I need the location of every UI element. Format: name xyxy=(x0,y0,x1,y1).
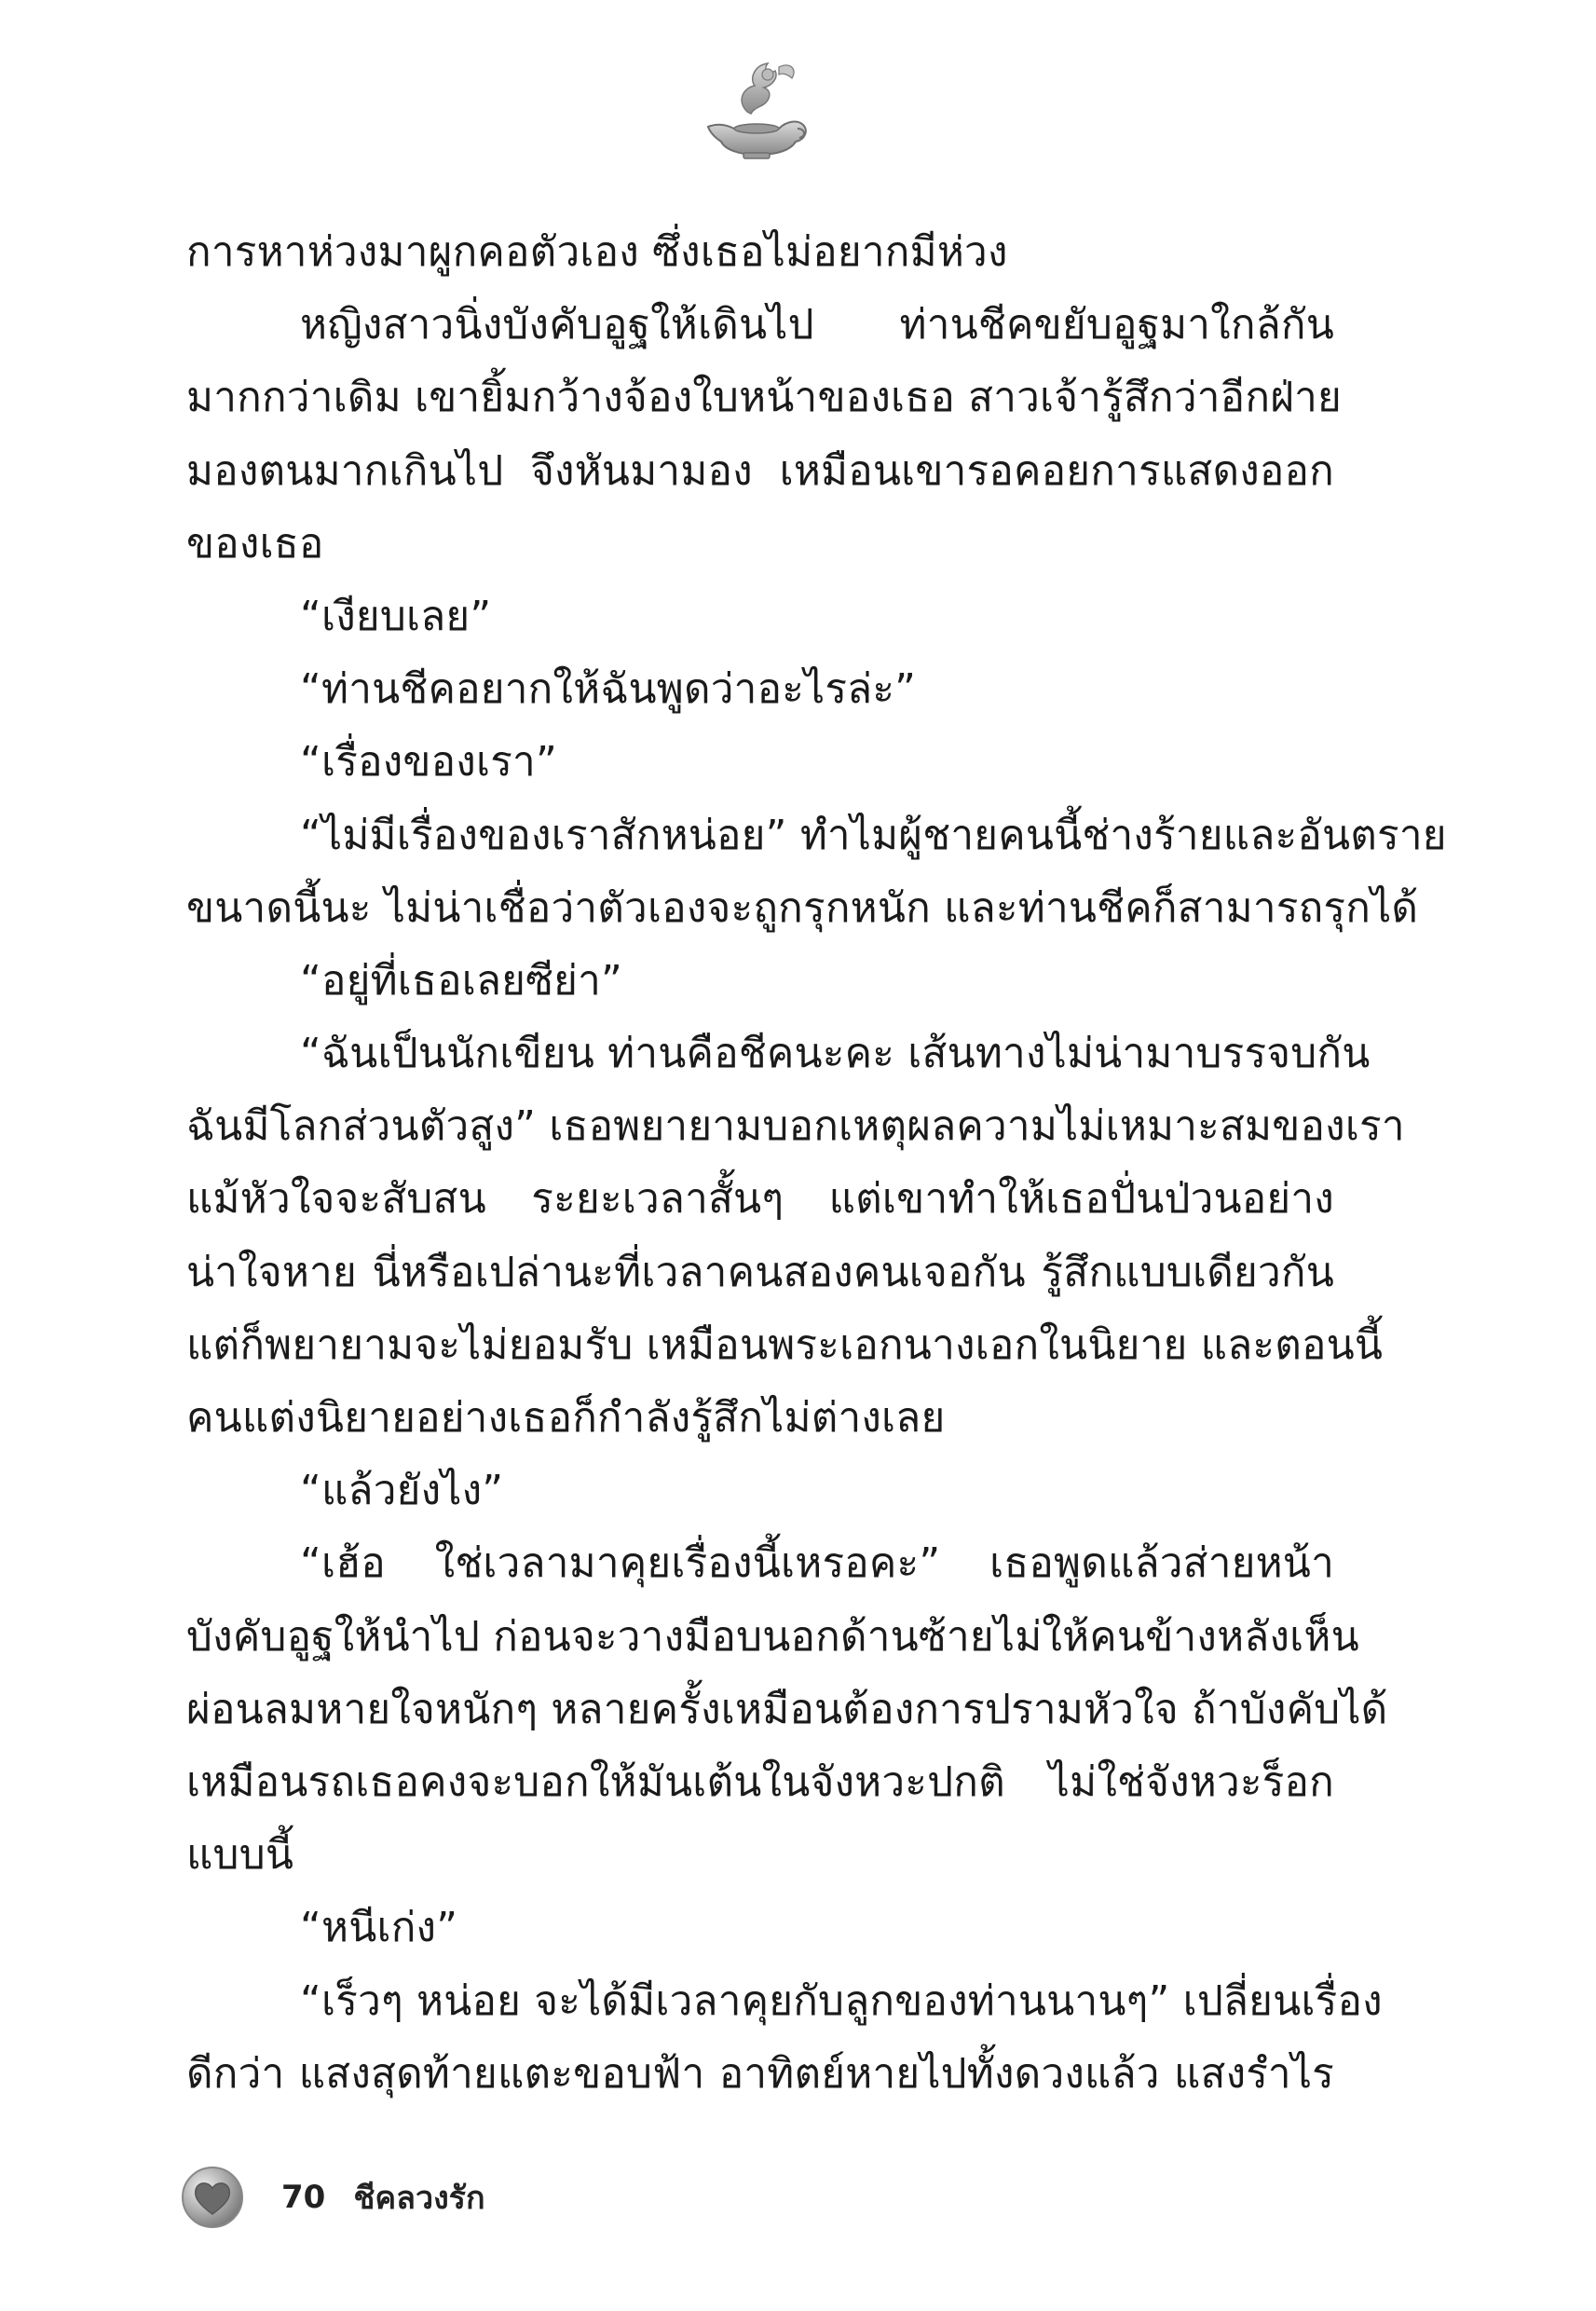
book-title: ชีคลวงรัก xyxy=(353,2180,485,2217)
text-line: “เฮ้อ ใช่เวลามาคุยเรื่องนี้เหรอคะ” เธอพูดแล้วส่ายหน้า xyxy=(300,1539,1334,1588)
text-line: ผ่อนลมหายใจหนักๆ หลายครั้งเหมือนต้องการปรามหัวใจ ถ้าบังคับได้ xyxy=(186,1685,1388,1733)
story-text xyxy=(186,216,1447,2111)
text-line: “หนีเก่ง” xyxy=(300,1904,458,1952)
text-line: “เร็วๆ หน่อย จะได้มีเวลาคุยกับลูกของท่านนานๆ” เปลี่ยนเรื่อง xyxy=(300,1976,1383,2025)
text-line: มากกว่าเดิม เขายิ้มกว้างจ้องใบหน้าของเธอ สาวเจ้ารู้สึกว่าอีกฝ่าย xyxy=(186,374,1343,422)
page-number: 70 xyxy=(281,2179,326,2216)
text-line: เหมือนรถเธอคงจะบอกให้มันเต้นในจังหวะปกติ ไม่ใช่จังหวะร็อก xyxy=(186,1757,1334,1806)
text-line: ฉันมีโลกส่วนตัวสูง” เธอพยายามบอกเหตุผลความไม่เหมาะสมของเรา xyxy=(186,1102,1405,1151)
text-line: “ฉันเป็นนักเขียน ท่านคือชีคนะคะ เส้นทางไม่น่ามาบรรจบกัน xyxy=(300,1030,1371,1078)
text-line: แบบนี้ xyxy=(186,1831,294,1880)
text-line: มองตนมากเกินไป จึงหันมามอง เหมือนเขารอคอยการแสดงออก xyxy=(186,446,1334,495)
text-line: ของเธอ xyxy=(186,519,324,567)
text-line: ขนาดนี้นะ ไม่น่าเชื่อว่าตัวเองจะถูกรุกหนัก และท่านชีคก็สามารถรุกได้ xyxy=(186,883,1419,932)
text-line: “อยู่ที่เธอเลยซีย่า” xyxy=(300,956,623,1005)
text-line: แม้หัวใจจะสับสน ระยะเวลาสั้นๆ แต่เขาทำให้เธอปั่นป่วนอย่าง xyxy=(186,1175,1334,1224)
page-footer xyxy=(179,2160,485,2235)
text-line: “ไม่มีเรื่องของเราสักหน่อย” ทำไมผู้ชายคนนี้ช่างร้ายและอันตราย xyxy=(300,811,1447,859)
heart-icon xyxy=(179,2164,246,2231)
text-line: บังคับอูฐให้นำไป ก่อนจะวางมือบนอกด้านซ้ายไม่ให้คนข้างหลังเห็น xyxy=(186,1612,1359,1661)
text-line: ดีกว่า แสงสุดท้ายแตะขอบฟ้า อาทิตย์หายไปทั้งดวงแล้ว แสงรำไร xyxy=(186,2049,1334,2098)
text-line: การหาห่วงมาผูกคอตัวเอง ซึ่งเธอไม่อยากมีห่วง xyxy=(186,228,1008,276)
text-line: “แล้วยังไง” xyxy=(300,1467,504,1515)
text-line: “เงียบเลย” xyxy=(300,592,492,640)
text-line: หญิงสาวนิ่งบังคับอูฐให้เดินไป ท่านชีคขยับอูฐมาใกล้กัน xyxy=(300,301,1334,349)
text-line: “เรื่องของเรา” xyxy=(300,738,557,786)
genie-lamp-icon xyxy=(689,54,820,166)
text-line: “ท่านชีคอยากให้ฉันพูดว่าอะไรล่ะ” xyxy=(300,665,917,714)
text-line: น่าใจหาย นี่หรือเปล่านะที่เวลาคนสองคนเจอกัน รู้สึกแบบเดียวกัน xyxy=(186,1248,1334,1296)
text-line: คนแต่งนิยายอย่างเธอก็กำลังรู้สึกไม่ต่างเลย xyxy=(186,1394,946,1442)
text-line: แต่ก็พยายามจะไม่ยอมรับ เหมือนพระเอกนางเอกในนิยาย และตอนนี้ xyxy=(186,1320,1384,1369)
